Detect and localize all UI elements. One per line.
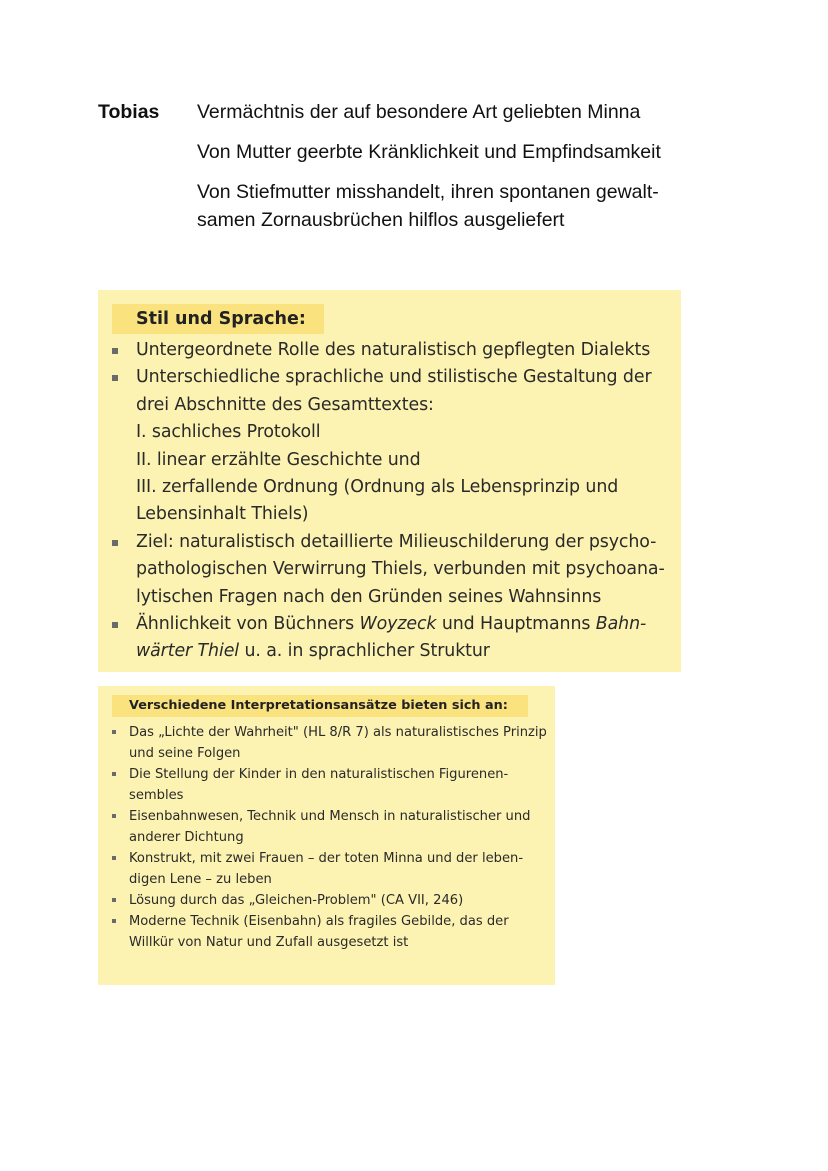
list-item	[98, 848, 551, 890]
section-protocol: I. sachliches Protokoll	[136, 422, 321, 443]
list-item-text: Ähnlichkeit von Büchners	[136, 614, 360, 635]
list-item-text: u. a. in sprachlicher Struktur	[239, 641, 490, 662]
character-traits	[197, 98, 738, 246]
section-decaying-order: III. zerfallende Ordnung (Ordnung als Lebensprinzip und Lebensinhalt Thiels)	[136, 477, 619, 525]
bullet-icon	[112, 898, 116, 902]
interpretation-list	[98, 722, 551, 953]
list-item	[98, 611, 675, 666]
trait-line: Von Mutter geerbte Kränklichkeit und Empfindsamkeit	[197, 141, 661, 163]
bullet-icon	[112, 919, 116, 923]
bullet-icon	[112, 348, 118, 354]
character-name: Tobias	[98, 101, 160, 123]
bullet-icon	[112, 856, 116, 860]
section-linear-story: II. linear erzählte Geschichte und	[136, 449, 421, 470]
trait-line: Vermächtnis der auf besondere Art geliebten Minna	[197, 101, 641, 123]
work-title-bahnwaerter: Bahn-wärter Thiel	[136, 614, 647, 662]
list-item-text: Unterschiedliche sprachliche und stilistische Gestaltung der drei Abschnitte des Gesamttextes:	[136, 367, 652, 415]
style-language-box	[98, 290, 681, 672]
list-item-text: Die Stellung der Kinder in den naturalistischen Figurenen-sembles	[129, 767, 509, 803]
list-item-text: Das „Lichte der Wahrheit" (HL 8/R 7) als naturalistisches Prinzip und seine Folgen	[129, 725, 547, 761]
bullet-icon	[112, 622, 118, 628]
list-item-text: Konstrukt, mit zwei Frauen – der toten Minna und der leben-digen Lene – zu leben	[129, 851, 524, 887]
character-section-tobias	[98, 98, 738, 246]
interpretation-heading: Verschiedene Interpretationsansätze bieten sich an:	[112, 695, 528, 717]
style-language-list	[98, 337, 675, 666]
bullet-icon	[112, 540, 118, 546]
list-item-text: Lösung durch das „Gleichen-Problem" (CA VII, 246)	[129, 893, 464, 908]
list-item-text: und Hauptmanns	[436, 614, 596, 635]
style-language-heading: Stil und Sprache:	[112, 304, 324, 334]
work-title-woyzeck: Woyzeck	[359, 614, 437, 635]
list-item	[98, 722, 551, 764]
list-item-text: Untergeordnete Rolle des naturalistisch gepflegten Dialekts	[136, 340, 651, 360]
list-item	[98, 529, 675, 611]
list-item-text: Eisenbahnwesen, Technik und Mensch in naturalistischer und anderer Dichtung	[129, 809, 531, 845]
interpretation-box	[98, 686, 555, 985]
trait-line: Von Stiefmutter misshandelt, ihren spontanen gewalt-samen Zornausbrüchen hilflos ausgeliefert	[197, 181, 659, 231]
bullet-icon	[112, 772, 116, 776]
list-item	[98, 337, 675, 364]
list-item-text: Moderne Technik (Eisenbahn) als fragiles Gebilde, das der Willkür von Natur und Zufall ausgesetzt ist	[129, 914, 509, 950]
list-item	[98, 806, 551, 848]
list-item	[98, 890, 551, 911]
bullet-icon	[112, 730, 116, 734]
list-item	[98, 911, 551, 953]
list-item	[98, 764, 551, 806]
bullet-icon	[112, 375, 118, 381]
bullet-icon	[112, 814, 116, 818]
list-item	[98, 364, 675, 528]
list-item-text: Ziel: naturalistisch detaillierte Milieuschilderung der psycho-pathologischen Verwirrung Thiels, verbunden mit psychoana-lytischen Fragen nach den Gründen seines Wahnsinns	[136, 531, 665, 607]
